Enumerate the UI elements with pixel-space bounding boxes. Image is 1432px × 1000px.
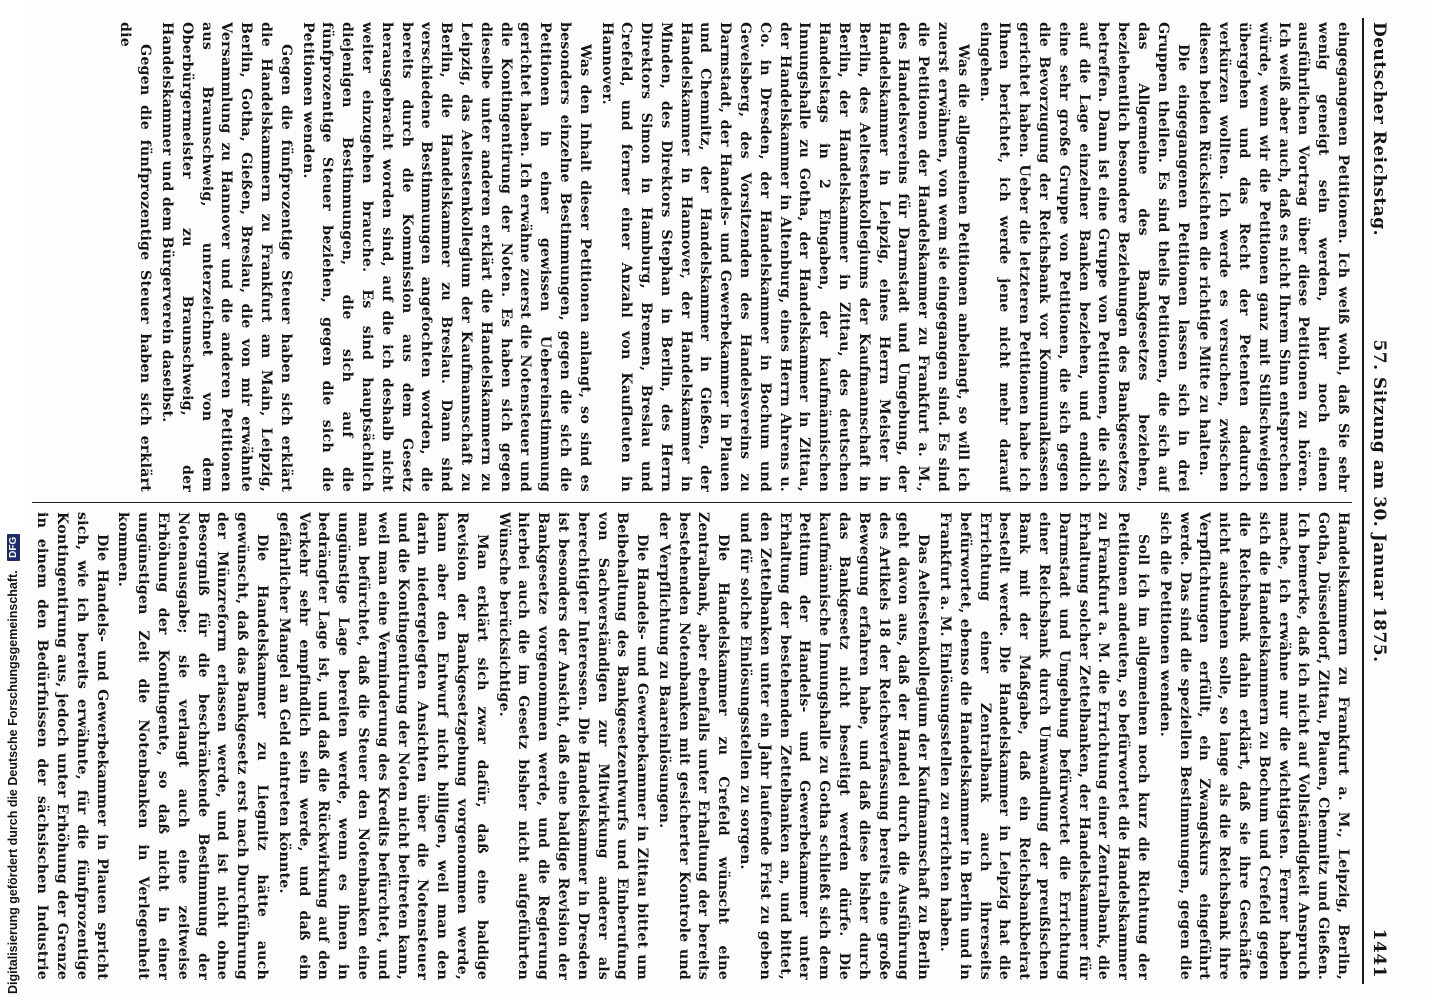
column-divider (32, 502, 1352, 503)
text-column-left (32, 22, 1352, 492)
paragraph: Die Handelskammer zu Crefeld wünscht eine Zentralbank, aber ebenfalls unter Erhaltung der bereits bestehenden Notenbanken mit gesicherter Kontrole und der Verpflichtung zu Baareinlösungen. (655, 512, 732, 980)
page-header (1362, 18, 1392, 984)
paragraph: Man erklärt sich zwar dafür, daß eine baldige Revision der Bankgesetzgebung vorgenommen werde, kann aber den Entwurf nicht billigen, weil man den darin niedergelegten Ansichten über die Notensteuer und die Kontingentirung der Noten nicht beitreten kann, weil man eine Verminderung des Kredits befürchtet, und man befürchtet, daß die Steuer den Notenbanken eine ungünstige Lage bereiten werde, wenn es ihnen in bedrängter Lage ist, und daß die Rückwirkung auf den Verkehr sehr empfindlich sein werde, und daß ein gefährlicher Mangel an Geld eintreten könnte. (275, 512, 490, 980)
digitization-credit (6, 534, 20, 994)
paragraph: Soll ich im allgemeinen noch kurz die Richtung der Petitionen andeuten, so befürwortet die Handelskammer zu Frankfurt a. M. die Errichtung einer Zentralbank, die Erhaltung solcher Zettelbanken, der Handelskammer für Darmstadt und Umgebung befürwortet die Errichtung einer Reichsbank durch Umwandlung der preußischen Bank mit der Maßgabe, daß ein Reichsbankbeirat bestellt werde. Die Handelskammer in Leipzig hat die Errichtung einer Zentralbank auch ihrerseits befürwortet, ebenso die Handelskammer in Berlin und in Frankfurt a. M. Einlösungsstellen zu errichten haben. (937, 512, 1152, 980)
paragraph: Handelskammern zu Frankfurt a. M., Leipzig, Berlin, Gotha, Düsseldorf, Zittau, Plauen, Chemnitz und Gießen. Ich bemerke, daß ich nicht auf Vollständigkeit Anspruch mache, ich erwähne nur die wichtigsten. Ferner haben sich die Handelskammern zu Bochum und Crefeld gegen die Reichsbank dahin erklärt, daß sie ihre Geschäfte nicht ausdehnen solle, so lange als die Reichsbank ihre Verpflichtungen erfüllt, ein Zwangskurs eingeführt werde. Das sind die speziellen Bestimmungen, gegen die sich die Petitionen wenden. (1156, 512, 1351, 980)
paragraph: Gegen die fünfprozentige Steuer haben sich erklärt die (117, 22, 154, 492)
header-title: Deutscher Reichstag. (1369, 22, 1389, 237)
paragraph: Die Handels- und Gewerbekammer in Zittau bittet um Beibehaltung des Bankgesetzentwurfs und Einberufung von Sachverständigen zur Mitwirkung anderer als berechtigter Interessen. Die Handelskammer in Dresden ist besonders der Ansicht, daß eine baldige Revision der Bankgesetze vorgenommen werde, und die Regierung hierbei auch die im Gesetz bisher nicht aufgeführten Wünsche berücksichtige. (495, 512, 651, 980)
paragraph: Gegen die fünfprozentige Steuer haben sich erklärt die Handelskammern zu Frankfurt am Main, Leipzig, Berlin, Gotha, Gießen, Breslau, die von mir erwähnte Versammlung zu Hannover und die anderen Petitionen aus Braunschweig, unterzeichnet von dem Oberbürgermeister zu Braunschweig, der Handelskammer und dem Bürgerverein daselbst. (158, 22, 294, 492)
paragraph: Das Aeltestenkollegium der Kaufmannschaft zu Berlin geht davon aus, daß der Handel durch die Ausführung des Artikels 18 der Reichsverfassung bereits eine große Bewegung erfahren habe, und daß diese bisher durch das Bankgesetz nicht beseitigt werden dürfe. Die kaufmännische Innungshalle zu Gotha schließt sich dem Petitum der Handels- und Gewerbekammer unter Erhaltung der bestehenden Zettelbanken an, und bittet, den Zettelbanken unter ein Jahr laufende Frist zu geben und für solche Einlösungsstellen zu sorgen. (737, 512, 932, 980)
header-session: 57. Sitzung am 30. Januar 1875. (1369, 339, 1389, 663)
header-page-number: 1441 (1369, 928, 1389, 978)
paragraph: Die Handels- und Gewerbekammer in Plauen spricht sich, wie ich bereits erwähnte, für die fünfprozentige Kontingentirung aus, jedoch unter Erhöhung der Grenze in einem den Bedürfnissen der sächsischen Industrie (34, 512, 110, 980)
text-column-right (32, 512, 1352, 980)
rotated-document-page (22, 18, 1392, 984)
paragraph: Die Handelskammer zu Liegnitz hätte auch gewünscht, daß das Bankgesetz erst nach Durchführung der Münzreform erlassen werde, und ist nicht ohne Besorgniß für die beschränkende Bestimmung der Notenausgabe; sie verlangt auch eine zeitweise Erhöhung der Kontingente, so daß nicht in einer ungünstigen Zeit die Notenbanken in Verlegenheit kommen. (115, 512, 270, 980)
paragraph: Was die allgemeinen Petitionen anbelangt, so will ich zuerst erwähnen, von wem sie eingegangen sind. Es sind die Petitionen der Handelskammer zu Frankfurt a. M., des Handelsvereins für Darmstadt und Umgebung, der Handelskammer in Leipzig, eines Herrn Meister in Berlin, des Aeltestenkollegiums der Kaufmannschaft in Berlin, der Handelskammer in Zittau, des deutschen Handelstags in 2 Eingaben, der kaufmännischen Innungshalle zu Gotha, der Handelskammer in Zittau, der Handelskammer in Altenburg, eines Herrn Ahrens u. Co. in Dresden, der Handelskammer in Bochum und Gevelsberg, des Vorsitzenden des Handelsvereins zu Darmstadt, der Handels- und Gewerbekammer in Plauen und Chemnitz, der Handelskammer in Gießen, der Handelskammer in Hannover, der Handelskammer in Minden, des Direktors Stephan in Berlin, des Herrn Direktors Simon in Hamburg, Bremen, Breslau und Crefeld, und ferner einer Anzahl von Kaufleuten in Hannover. (598, 22, 971, 492)
dfg-logo: DFG (7, 534, 20, 561)
paragraph: eingegangenen Petitionen. Ich weiß wohl, daß Sie sehr wenig geneigt sein werden, hier noch einen ausführlichen Vortrag über diese Petitionen zu hören. Ich weiß aber auch, daß es nicht Ihrem Sinn entsprechen würde, wenn wir die Petitionen ganz mit Stillschweigen übergehen und das Recht der Petenten dadurch verkürzen wollten. Ich werde es versuchen, zwischen diesen beiden Rücksichten die richtige Mitte zu halten. (1196, 22, 1351, 492)
paragraph: Was den Inhalt dieser Petitionen anlangt, so sind es besonders einzelne Bestimmungen, gegen die sich die Petitionen in einer gewissen Uebereinstimmung gerichtet haben. Ich erwähne zuerst die Notensteuer und die Kontingentirung der Noten. Es haben sich gegen dieselbe unter anderen erklärt die Handelskammern zu Leipzig, das Aeltestenkollegium der Kaufmannschaft zu Berlin, die Handelskammer zu Breslau. Dann sind verschiedene Bestimmungen angefochten worden, die bereits durch die Kommission aus dem Gesetz herausgebracht worden sind, auf die ich deshalb nicht weiter einzugehen brauche. Es sind hauptsächlich diejenigen Bestimmungen, die sich auf die fünfprozentige Steuer beziehen, gegen die sich die Petitionen wenden. (299, 22, 593, 492)
footer-strip (0, 0, 28, 1000)
paragraph: Die eingegangenen Petitionen lassen sich in drei Gruppen theilen. Es sind theils Petitionen, die sich auf das Allgemeine des Bankgesetzes beziehen, beziehentlich besondere Beziehungen des Bankgesetzes betreffen. Dann ist eine Gruppe von Petitionen, die sich auf die Lage einzelner Banken beziehen, und endlich eine sehr große Gruppe von Petitionen, die sich gegen die Bevorzugung der Reichsbank vor Kommunalkassen gerichtet haben. Ueber die letzteren Petitionen habe ich Ihnen berichtet, ich werde jene nicht mehr darauf eingehen. (976, 22, 1191, 492)
credit-text: Digitalisierung gefördert durch die Deutsche Forschungsgemeinschaft. (6, 570, 20, 994)
